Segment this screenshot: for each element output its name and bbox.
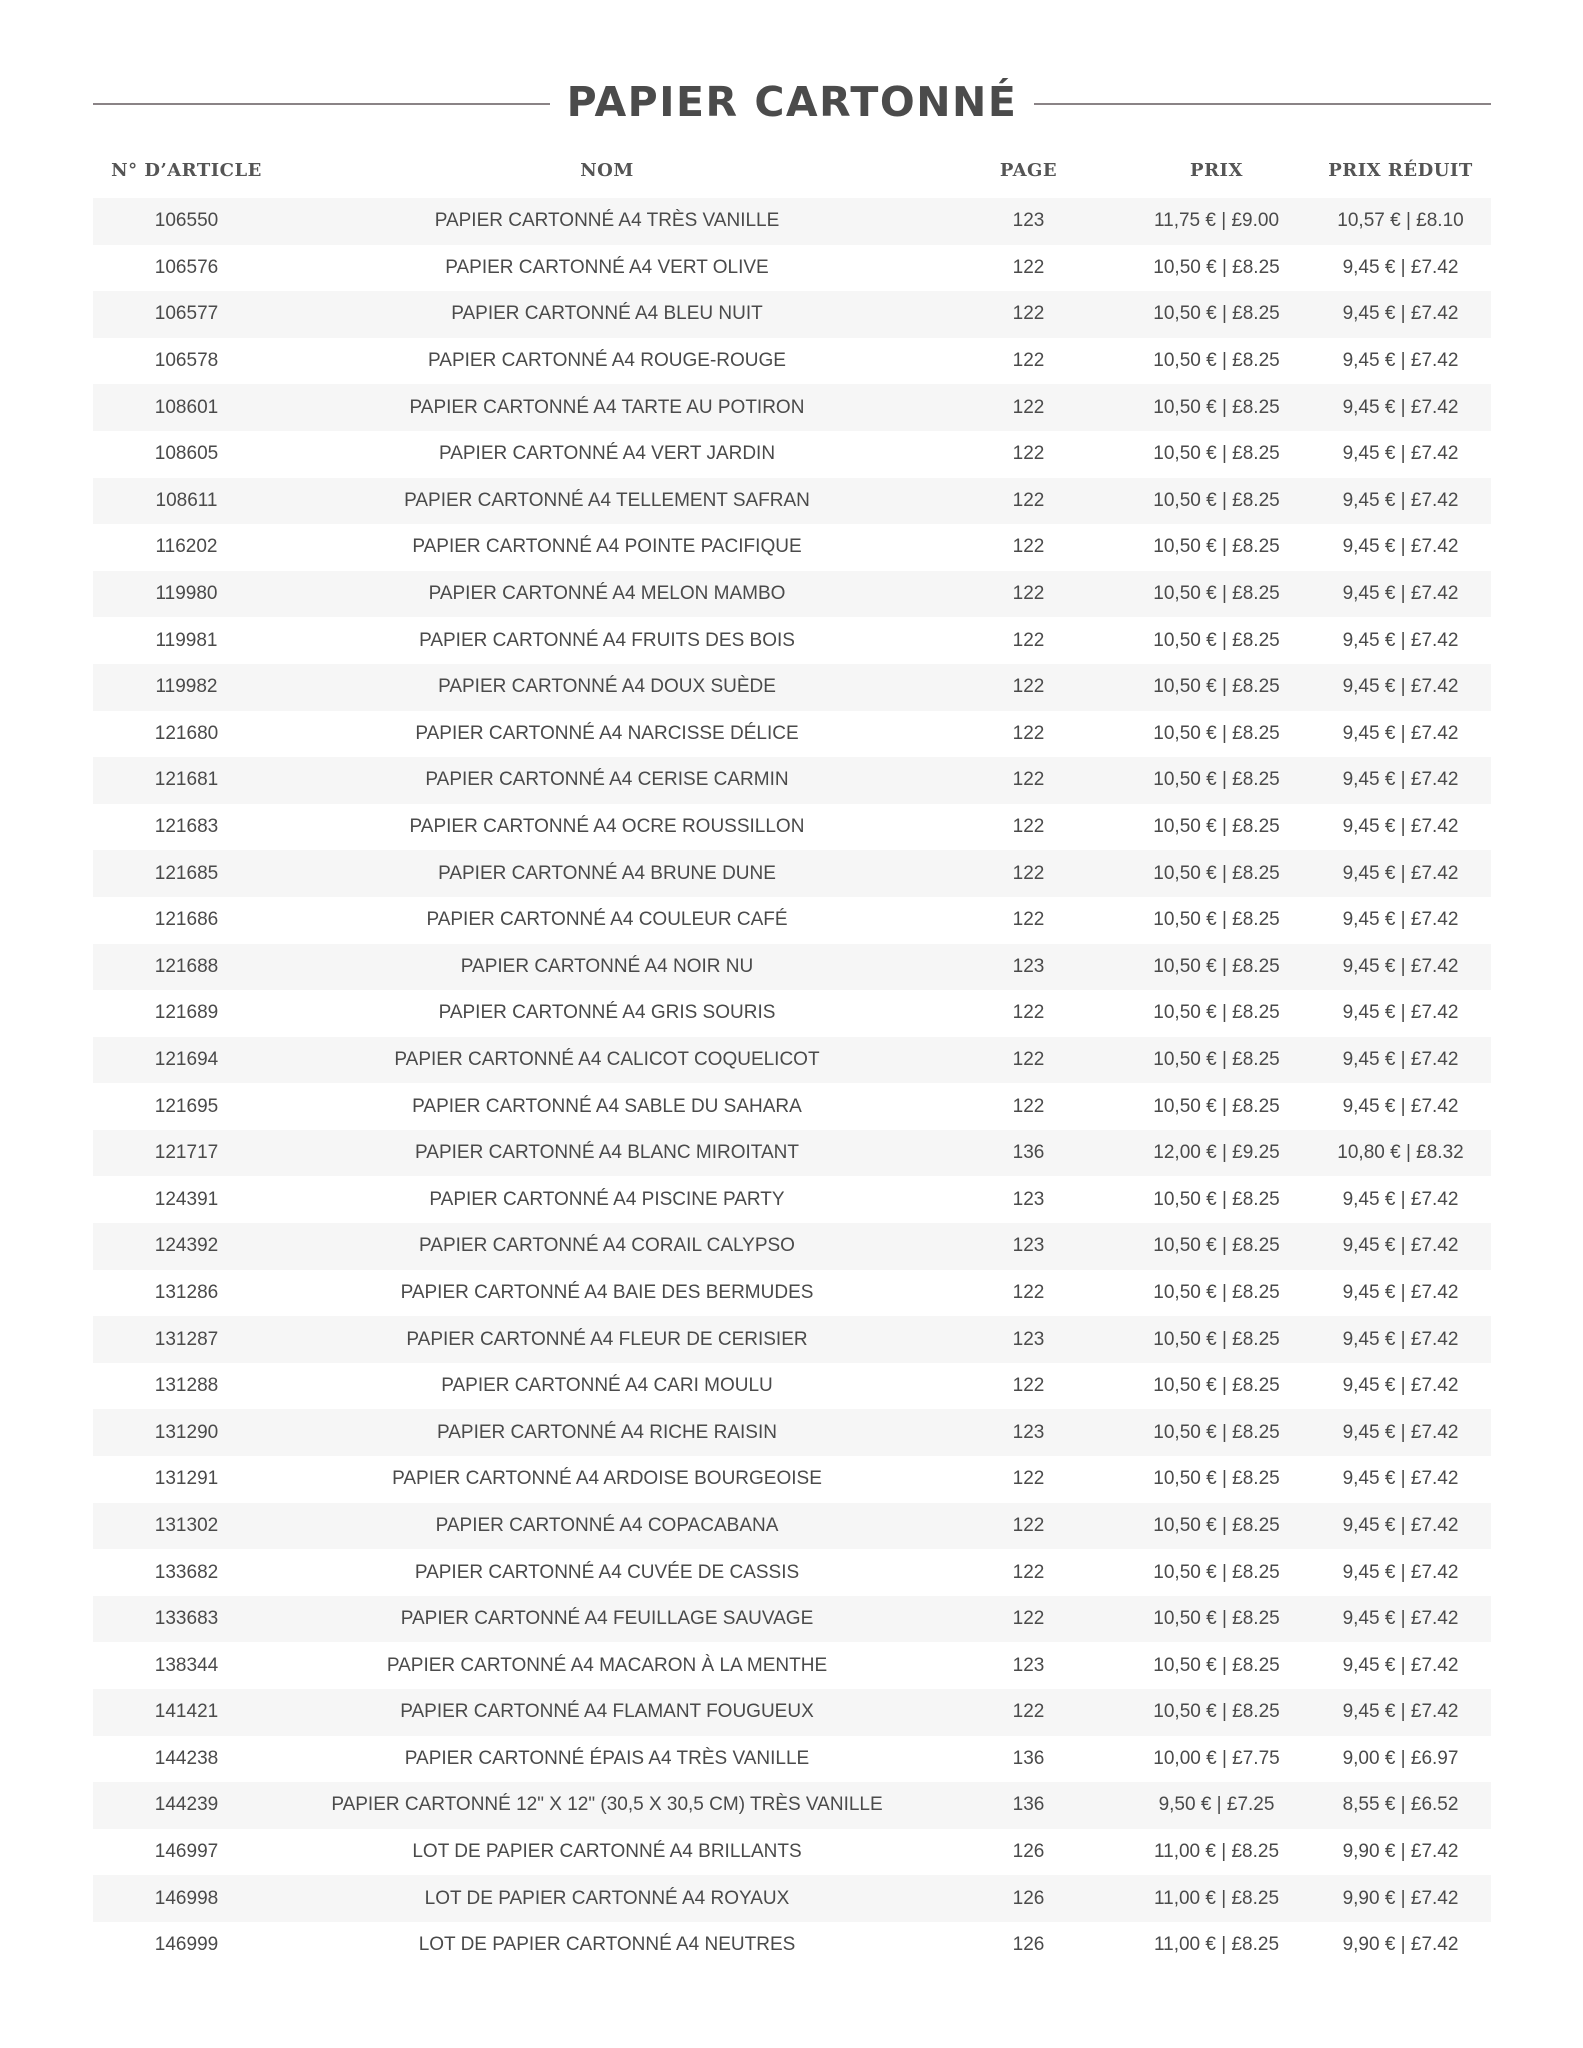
cell-name: PAPIER CARTONNÉ A4 VERT OLIVE — [445, 256, 769, 278]
cell-reduced-price: 8,55 € | £6.52 — [1342, 1794, 1459, 1816]
cell-page: 122 — [1012, 1281, 1045, 1303]
cell-reduced-price: 10,80 € | £8.32 — [1337, 1142, 1464, 1164]
cell-reduced-price: 9,45 € | £7.42 — [1342, 303, 1459, 325]
table-row — [93, 1130, 1491, 1177]
table-row — [93, 944, 1491, 991]
cell-article-number: 106576 — [154, 256, 219, 278]
cell-price: 10,50 € | £8.25 — [1153, 909, 1280, 931]
cell-name: PAPIER CARTONNÉ A4 ROUGE-ROUGE — [428, 350, 786, 372]
table-row — [93, 1642, 1491, 1689]
cell-price: 11,75 € | £9.00 — [1153, 210, 1280, 232]
cell-page: 122 — [1012, 1002, 1045, 1024]
cell-article-number: 121695 — [154, 1095, 219, 1117]
cell-price: 10,50 € | £8.25 — [1153, 1188, 1280, 1210]
table-row — [93, 291, 1491, 338]
table-row — [93, 1829, 1491, 1876]
cell-page: 122 — [1012, 629, 1045, 651]
cell-article-number: 124392 — [154, 1235, 219, 1257]
cell-name: PAPIER CARTONNÉ A4 PISCINE PARTY — [429, 1188, 785, 1210]
cell-reduced-price: 9,45 € | £7.42 — [1342, 909, 1459, 931]
cell-price: 10,50 € | £8.25 — [1153, 350, 1280, 372]
cell-price: 10,50 € | £8.25 — [1153, 1514, 1280, 1536]
cell-article-number: 144239 — [154, 1794, 219, 1816]
cell-reduced-price: 9,45 € | £7.42 — [1342, 1468, 1459, 1490]
cell-article-number: 131302 — [154, 1514, 219, 1536]
cell-article-number: 121680 — [154, 722, 219, 744]
cell-price: 10,50 € | £8.25 — [1153, 443, 1280, 465]
cell-price: 10,50 € | £8.25 — [1153, 1235, 1280, 1257]
cell-reduced-price: 9,45 € | £7.42 — [1342, 536, 1459, 558]
cell-name: PAPIER CARTONNÉ A4 CARI MOULU — [441, 1375, 773, 1397]
page-title: PAPIER CARTONNÉ — [566, 78, 1018, 126]
cell-reduced-price: 9,45 € | £7.42 — [1342, 1328, 1459, 1350]
page-header — [93, 72, 1491, 136]
cell-article-number: 121683 — [154, 816, 219, 838]
cell-price: 10,50 € | £8.25 — [1153, 769, 1280, 791]
cell-name: PAPIER CARTONNÉ A4 TRÈS VANILLE — [434, 210, 780, 232]
cell-name: LOT DE PAPIER CARTONNÉ A4 ROYAUX — [424, 1887, 790, 1909]
cell-article-number: 146999 — [154, 1934, 219, 1956]
table-row — [93, 571, 1491, 618]
table-row — [93, 1875, 1491, 1922]
cell-article-number: 108601 — [154, 396, 219, 418]
cell-name: PAPIER CARTONNÉ 12" X 12" (30,5 X 30,5 CM) TRÈS VANILLE — [331, 1794, 883, 1816]
table-row — [93, 384, 1491, 431]
cell-reduced-price: 9,45 € | £7.42 — [1342, 722, 1459, 744]
table-row — [93, 1736, 1491, 1783]
cell-reduced-price: 9,45 € | £7.42 — [1342, 1095, 1459, 1117]
cell-article-number: 146998 — [154, 1887, 219, 1909]
cell-price: 10,50 € | £8.25 — [1153, 1002, 1280, 1024]
cell-page: 122 — [1012, 676, 1045, 698]
cell-reduced-price: 9,90 € | £7.42 — [1342, 1841, 1459, 1863]
cell-reduced-price: 9,45 € | £7.42 — [1342, 1514, 1459, 1536]
cell-page: 122 — [1012, 1468, 1045, 1490]
cell-article-number: 119981 — [155, 629, 218, 651]
cell-name: PAPIER CARTONNÉ A4 BAIE DES BERMUDES — [400, 1281, 814, 1303]
cell-reduced-price: 9,90 € | £7.42 — [1342, 1934, 1459, 1956]
table-row — [93, 1922, 1491, 1969]
cell-name: PAPIER CARTONNÉ A4 COPACABANA — [435, 1514, 779, 1536]
table-row — [93, 1037, 1491, 1084]
cell-reduced-price: 9,45 € | £7.42 — [1342, 1701, 1459, 1723]
table-row — [93, 1223, 1491, 1270]
table-row — [93, 1782, 1491, 1829]
cell-article-number: 121685 — [154, 862, 219, 884]
table-row — [93, 1363, 1491, 1410]
cell-reduced-price: 9,45 € | £7.42 — [1342, 1375, 1459, 1397]
cell-price: 10,50 € | £8.25 — [1153, 1375, 1280, 1397]
cell-reduced-price: 9,45 € | £7.42 — [1342, 1608, 1459, 1630]
cell-name: PAPIER CARTONNÉ A4 COULEUR CAFÉ — [426, 909, 788, 931]
cell-page: 123 — [1012, 1654, 1045, 1676]
cell-reduced-price: 9,45 € | £7.42 — [1342, 769, 1459, 791]
cell-price: 11,00 € | £8.25 — [1153, 1934, 1280, 1956]
cell-reduced-price: 9,45 € | £7.42 — [1342, 1002, 1459, 1024]
cell-reduced-price: 9,45 € | £7.42 — [1342, 955, 1459, 977]
cell-page: 122 — [1012, 396, 1045, 418]
cell-price: 10,50 € | £8.25 — [1153, 396, 1280, 418]
cell-price: 10,50 € | £8.25 — [1153, 862, 1280, 884]
cell-reduced-price: 9,90 € | £7.42 — [1342, 1887, 1459, 1909]
column-header-name: NOM — [580, 159, 634, 181]
table-row — [93, 711, 1491, 758]
cell-reduced-price: 9,00 € | £6.97 — [1342, 1747, 1459, 1769]
cell-name: PAPIER CARTONNÉ A4 FLAMANT FOUGUEUX — [400, 1701, 814, 1723]
cell-page: 122 — [1012, 1514, 1045, 1536]
cell-price: 11,00 € | £8.25 — [1153, 1887, 1280, 1909]
cell-price: 10,50 € | £8.25 — [1153, 816, 1280, 838]
cell-name: PAPIER CARTONNÉ A4 MACARON À LA MENTHE — [386, 1654, 828, 1676]
cell-article-number: 116202 — [155, 536, 218, 558]
table-row — [93, 850, 1491, 897]
cell-article-number: 131286 — [154, 1281, 219, 1303]
cell-article-number: 131288 — [154, 1375, 219, 1397]
cell-article-number: 144238 — [154, 1747, 219, 1769]
cell-article-number: 106578 — [154, 350, 219, 372]
cell-page: 122 — [1012, 1701, 1045, 1723]
table-row — [93, 338, 1491, 385]
table-row — [93, 1083, 1491, 1130]
cell-reduced-price: 9,45 € | £7.42 — [1342, 1188, 1459, 1210]
cell-page: 123 — [1012, 1328, 1045, 1350]
cell-name: PAPIER CARTONNÉ A4 TARTE AU POTIRON — [409, 396, 805, 418]
cell-price: 10,50 € | £8.25 — [1153, 536, 1280, 558]
cell-page: 122 — [1012, 862, 1045, 884]
cell-name: PAPIER CARTONNÉ A4 FEUILLAGE SAUVAGE — [400, 1608, 814, 1630]
cell-reduced-price: 9,45 € | £7.42 — [1342, 1048, 1459, 1070]
cell-name: PAPIER CARTONNÉ A4 FLEUR DE CERISIER — [406, 1328, 808, 1350]
cell-price: 9,50 € | £7.25 — [1158, 1794, 1275, 1816]
cell-page: 122 — [1012, 1375, 1045, 1397]
cell-article-number: 121688 — [154, 955, 219, 977]
cell-price: 10,50 € | £8.25 — [1153, 1048, 1280, 1070]
cell-reduced-price: 9,45 € | £7.42 — [1342, 489, 1459, 511]
cell-page: 122 — [1012, 536, 1045, 558]
cell-page: 122 — [1012, 909, 1045, 931]
cell-reduced-price: 9,45 € | £7.42 — [1342, 350, 1459, 372]
cell-name: PAPIER CARTONNÉ A4 ARDOISE BOURGEOISE — [392, 1468, 822, 1490]
cell-price: 10,50 € | £8.25 — [1153, 583, 1280, 605]
table-row — [93, 1409, 1491, 1456]
table-row — [93, 524, 1491, 571]
table-row — [93, 198, 1491, 245]
column-header-reduced-price: PRIX RÉDUIT — [1328, 159, 1473, 181]
cell-reduced-price: 9,45 € | £7.42 — [1342, 629, 1459, 651]
table-row — [93, 431, 1491, 478]
table-row — [93, 1549, 1491, 1596]
cell-article-number: 106577 — [154, 303, 219, 325]
cell-page: 122 — [1012, 722, 1045, 744]
cell-name: PAPIER CARTONNÉ A4 CALICOT COQUELICOT — [394, 1048, 820, 1070]
cell-page: 136 — [1012, 1142, 1045, 1164]
table-row — [93, 478, 1491, 525]
cell-article-number: 121681 — [154, 769, 219, 791]
cell-name: PAPIER CARTONNÉ A4 FRUITS DES BOIS — [419, 629, 795, 651]
column-header-price: PRIX — [1190, 159, 1243, 181]
cell-name: PAPIER CARTONNÉ A4 NOIR NU — [460, 955, 754, 977]
cell-reduced-price: 9,45 € | £7.42 — [1342, 676, 1459, 698]
cell-article-number: 121689 — [154, 1002, 219, 1024]
cell-name: PAPIER CARTONNÉ A4 BLEU NUIT — [451, 303, 763, 325]
cell-article-number: 108605 — [154, 443, 219, 465]
cell-price: 11,00 € | £8.25 — [1153, 1841, 1280, 1863]
cell-name: PAPIER CARTONNÉ A4 RICHE RAISIN — [437, 1421, 777, 1443]
table-row — [93, 245, 1491, 292]
cell-name: PAPIER CARTONNÉ A4 GRIS SOURIS — [438, 1002, 776, 1024]
cell-price: 10,50 € | £8.25 — [1153, 1328, 1280, 1350]
cell-price: 10,50 € | £8.25 — [1153, 722, 1280, 744]
column-header-page: PAGE — [999, 159, 1058, 181]
cell-article-number: 124391 — [154, 1188, 219, 1210]
cell-name: PAPIER CARTONNÉ A4 TELLEMENT SAFRAN — [404, 489, 810, 511]
cell-page: 126 — [1012, 1887, 1045, 1909]
table-header — [93, 142, 1491, 198]
table-row — [93, 1176, 1491, 1223]
cell-page: 122 — [1012, 816, 1045, 838]
cell-article-number: 106550 — [154, 210, 219, 232]
cell-page: 122 — [1012, 303, 1045, 325]
cell-article-number: 141421 — [154, 1701, 219, 1723]
cell-name: PAPIER CARTONNÉ A4 POINTE PACIFIQUE — [412, 536, 802, 558]
table-row — [93, 1316, 1491, 1363]
cell-page: 122 — [1012, 443, 1045, 465]
cell-article-number: 133682 — [154, 1561, 219, 1583]
cell-price: 10,50 € | £8.25 — [1153, 1281, 1280, 1303]
table-row — [93, 1503, 1491, 1550]
cell-page: 122 — [1012, 256, 1045, 278]
cell-article-number: 138344 — [154, 1654, 219, 1676]
table-row — [93, 990, 1491, 1037]
cell-page: 136 — [1012, 1794, 1045, 1816]
cell-page: 122 — [1012, 350, 1045, 372]
cell-article-number: 146997 — [154, 1841, 219, 1863]
cell-name: PAPIER CARTONNÉ A4 VERT JARDIN — [438, 443, 776, 465]
cell-article-number: 131290 — [154, 1421, 219, 1443]
cell-reduced-price: 9,45 € | £7.42 — [1342, 862, 1459, 884]
cell-name: PAPIER CARTONNÉ A4 CERISE CARMIN — [425, 769, 789, 791]
cell-price: 10,50 € | £8.25 — [1153, 629, 1280, 651]
table-row — [93, 897, 1491, 944]
cell-page: 126 — [1012, 1841, 1045, 1863]
cell-article-number: 108611 — [155, 489, 218, 511]
product-table — [93, 142, 1491, 1969]
cell-page: 123 — [1012, 955, 1045, 977]
cell-reduced-price: 10,57 € | £8.10 — [1337, 210, 1464, 232]
cell-reduced-price: 9,45 € | £7.42 — [1342, 1561, 1459, 1583]
cell-name: PAPIER CARTONNÉ A4 BLANC MIROITANT — [415, 1142, 799, 1164]
table-row — [93, 1270, 1491, 1317]
table-row — [93, 804, 1491, 851]
table-row — [93, 617, 1491, 664]
cell-page: 122 — [1012, 1095, 1045, 1117]
cell-name: LOT DE PAPIER CARTONNÉ A4 NEUTRES — [418, 1934, 796, 1956]
cell-reduced-price: 9,45 € | £7.42 — [1342, 583, 1459, 605]
cell-name: PAPIER CARTONNÉ A4 CORAIL CALYPSO — [419, 1235, 795, 1257]
cell-reduced-price: 9,45 € | £7.42 — [1342, 1421, 1459, 1443]
table-row — [93, 1689, 1491, 1736]
cell-article-number: 119982 — [155, 676, 218, 698]
cell-price: 10,50 € | £8.25 — [1153, 1561, 1280, 1583]
column-header-article-number: N° D’ARTICLE — [111, 159, 262, 181]
cell-page: 123 — [1012, 1235, 1045, 1257]
cell-price: 10,50 € | £8.25 — [1153, 1701, 1280, 1723]
cell-article-number: 131287 — [154, 1328, 219, 1350]
cell-name: PAPIER CARTONNÉ A4 MELON MAMBO — [428, 583, 786, 605]
cell-page: 122 — [1012, 489, 1045, 511]
cell-article-number: 121717 — [154, 1142, 219, 1164]
cell-reduced-price: 9,45 € | £7.42 — [1342, 256, 1459, 278]
cell-name: PAPIER CARTONNÉ ÉPAIS A4 TRÈS VANILLE — [404, 1747, 810, 1769]
cell-reduced-price: 9,45 € | £7.42 — [1342, 816, 1459, 838]
cell-page: 123 — [1012, 210, 1045, 232]
cell-price: 10,50 € | £8.25 — [1153, 1421, 1280, 1443]
table-row — [93, 757, 1491, 804]
header-row — [93, 142, 1491, 198]
title-rule-right — [1034, 103, 1491, 105]
cell-reduced-price: 9,45 € | £7.42 — [1342, 1654, 1459, 1676]
cell-page: 122 — [1012, 1561, 1045, 1583]
cell-price: 10,50 € | £8.25 — [1153, 1654, 1280, 1676]
cell-name: PAPIER CARTONNÉ A4 NARCISSE DÉLICE — [415, 722, 799, 744]
cell-page: 122 — [1012, 769, 1045, 791]
cell-page: 122 — [1012, 583, 1045, 605]
cell-name: PAPIER CARTONNÉ A4 CUVÉE DE CASSIS — [414, 1561, 800, 1583]
cell-reduced-price: 9,45 € | £7.42 — [1342, 396, 1459, 418]
cell-page: 136 — [1012, 1747, 1045, 1769]
cell-price: 10,50 € | £8.25 — [1153, 1095, 1280, 1117]
cell-page: 126 — [1012, 1934, 1045, 1956]
cell-reduced-price: 9,45 € | £7.42 — [1342, 443, 1459, 465]
cell-page: 122 — [1012, 1608, 1045, 1630]
cell-article-number: 121694 — [154, 1048, 219, 1070]
cell-name: PAPIER CARTONNÉ A4 BRUNE DUNE — [438, 862, 776, 884]
cell-price: 10,00 € | £7.75 — [1153, 1747, 1280, 1769]
cell-name: PAPIER CARTONNÉ A4 DOUX SUÈDE — [438, 676, 776, 698]
table-row — [93, 664, 1491, 711]
cell-price: 10,50 € | £8.25 — [1153, 1468, 1280, 1490]
cell-price: 10,50 € | £8.25 — [1153, 676, 1280, 698]
table-body — [93, 198, 1491, 1969]
cell-price: 12,00 € | £9.25 — [1153, 1142, 1280, 1164]
cell-name: PAPIER CARTONNÉ A4 OCRE ROUSSILLON — [409, 816, 805, 838]
cell-page: 123 — [1012, 1421, 1045, 1443]
cell-name: PAPIER CARTONNÉ A4 SABLE DU SAHARA — [412, 1095, 802, 1117]
cell-price: 10,50 € | £8.25 — [1153, 256, 1280, 278]
cell-page: 123 — [1012, 1188, 1045, 1210]
cell-article-number: 119980 — [155, 583, 218, 605]
table-row — [93, 1456, 1491, 1503]
cell-article-number: 121686 — [154, 909, 219, 931]
cell-price: 10,50 € | £8.25 — [1153, 489, 1280, 511]
cell-reduced-price: 9,45 € | £7.42 — [1342, 1235, 1459, 1257]
cell-article-number: 131291 — [154, 1468, 219, 1490]
cell-page: 122 — [1012, 1048, 1045, 1070]
cell-price: 10,50 € | £8.25 — [1153, 955, 1280, 977]
cell-article-number: 133683 — [154, 1608, 219, 1630]
table-row — [93, 1596, 1491, 1643]
cell-price: 10,50 € | £8.25 — [1153, 1608, 1280, 1630]
cell-reduced-price: 9,45 € | £7.42 — [1342, 1281, 1459, 1303]
cell-price: 10,50 € | £8.25 — [1153, 303, 1280, 325]
cell-name: LOT DE PAPIER CARTONNÉ A4 BRILLANTS — [412, 1841, 802, 1863]
